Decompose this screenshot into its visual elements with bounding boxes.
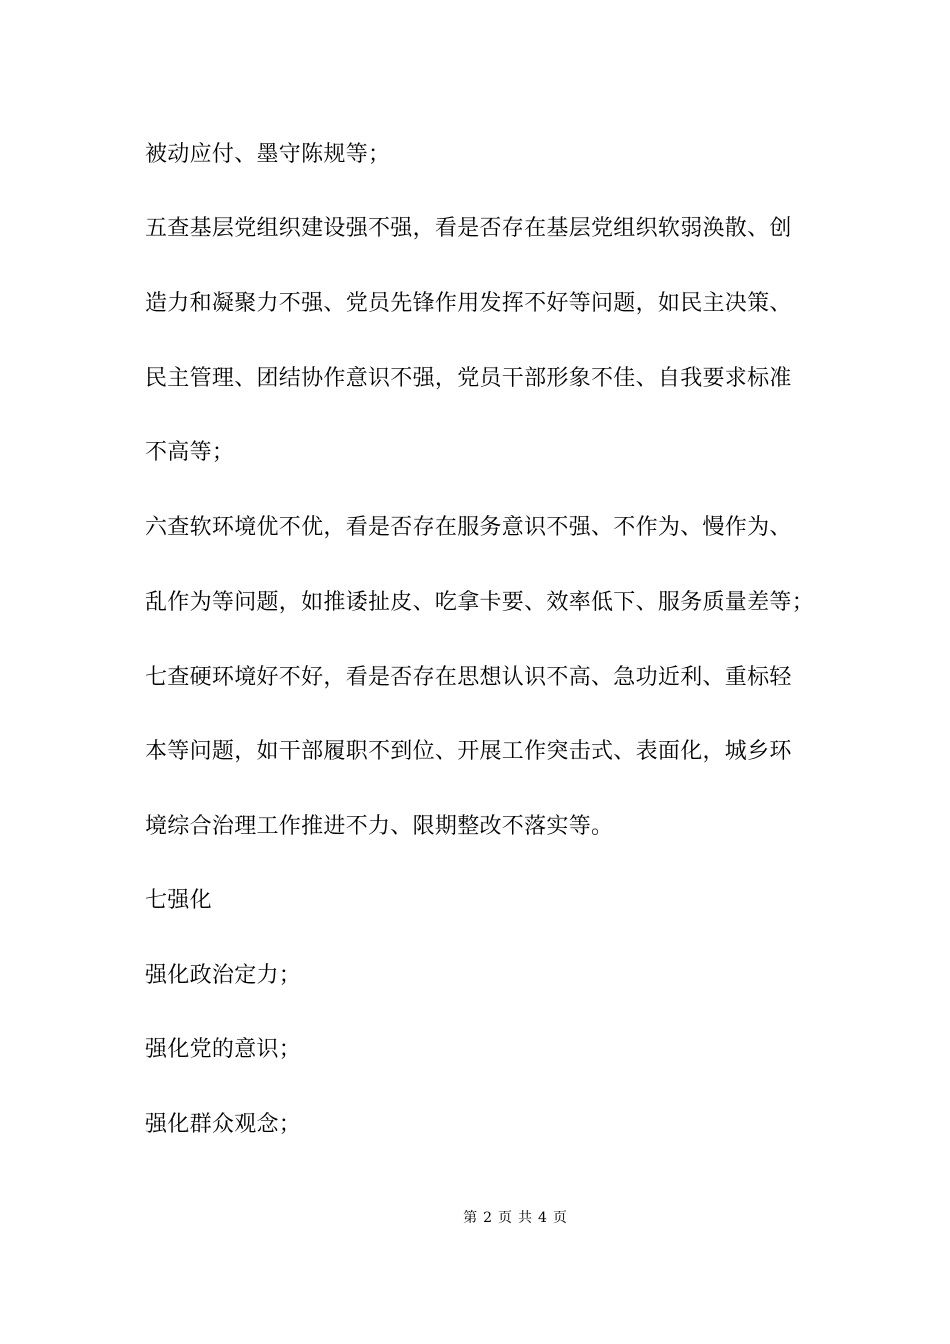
footer-total-label: 共 — [518, 1210, 532, 1226]
text-line: 强化政治定力； — [145, 963, 302, 988]
footer-prefix: 第 — [463, 1210, 478, 1226]
footer-total-pages: 4 — [538, 1210, 547, 1226]
text-line: 六查软环境优不优，看是否存在服务意识不强、不作为、慢作为、 — [145, 515, 792, 540]
text-line: 本等问题，如干部履职不到位、开展工作突击式、表面化，城乡环 — [145, 739, 792, 764]
text-line: 民主管理、团结协作意识不强，党员干部形象不佳、自我要求标准 — [145, 366, 792, 391]
text-line: 不高等； — [145, 440, 235, 465]
text-line: 被动应付、墨守陈规等； — [145, 142, 391, 167]
text-line: 五查基层党组织建设强不强，看是否存在基层党组织软弱涣散、创 — [145, 216, 792, 241]
footer-mid: 页 — [498, 1210, 512, 1226]
text-line: 境综合治理工作推进不力、限期整改不落实等。 — [145, 814, 614, 839]
footer-suffix: 页 — [552, 1210, 567, 1226]
text-line: 强化群众观念； — [145, 1112, 302, 1137]
footer-current-page: 2 — [483, 1210, 492, 1226]
page-number-footer — [0, 1208, 950, 1228]
text-line: 强化党的意识； — [145, 1037, 302, 1062]
section-heading: 七强化 — [145, 888, 212, 913]
text-line: 乱作为等问题，如推诿扯皮、吃拿卡要、效率低下、服务质量差等； — [145, 590, 815, 615]
text-line: 七查硬环境好不好，看是否存在思想认识不高、急功近利、重标轻 — [145, 665, 792, 690]
text-line: 造力和凝聚力不强、党员先锋作用发挥不好等问题，如民主决策、 — [145, 291, 792, 316]
